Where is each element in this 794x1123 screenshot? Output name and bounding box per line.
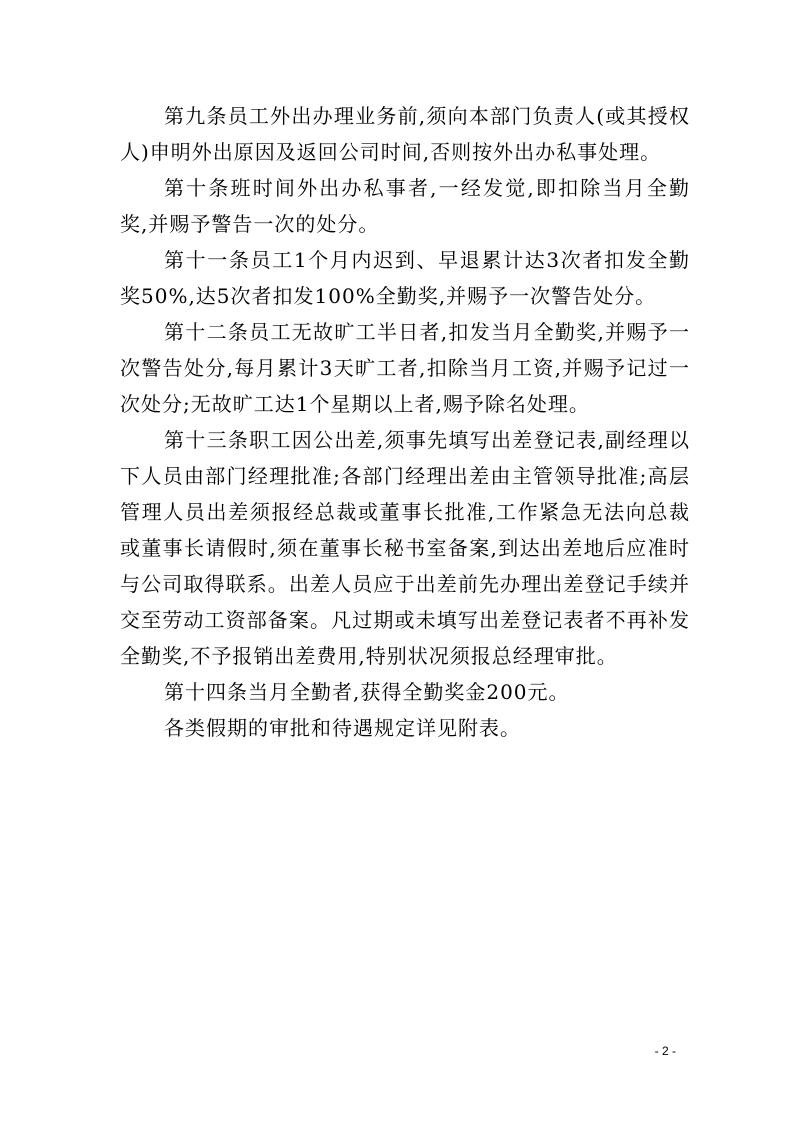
paragraph-article-13: 第十三条职工因公出差,须事先填写出差登记表,副经理以下人员由部门经理批准;各部门经理出差由主管领导批准;高层管理人员出差须报经总裁或董事长批准,工作紧急无法向总裁或董事长请假时,须在董事长秘书室备案,到达出差地后应准时与公司取得联系。出差人员应于出差前先办理出差登记手续并交至劳动工资部备案。凡过期或未填写出差登记表者不再补发全勤奖,不予报销出差费用,特别状况须报总经理审批。 xyxy=(120,428,690,668)
paragraph-article-14: 第十四条当月全勤者,获得全勤奖金200元。 xyxy=(164,680,570,704)
paragraph-leave-note: 各类假期的审批和待遇规定详见附表。 xyxy=(164,716,521,740)
paragraph-article-9: 第九条员工外出办理业务前,须向本部门负责人(或其授权人)申明外出原因及返回公司时间,否则按外出办私事处理。 xyxy=(120,104,690,164)
document-body xyxy=(120,98,690,746)
page-number: - 2 - xyxy=(654,1044,676,1058)
paragraph-article-12: 第十二条员工无故旷工半日者,扣发当月全勤奖,并赐予一次警告处分,每月累计3天旷工者,扣除当月工资,并赐予记过一次处分;无故旷工达1个星期以上者,赐予除名处理。 xyxy=(120,320,690,416)
paragraph-article-10: 第十条班时间外出办私事者,一经发觉,即扣除当月全勤奖,并赐予警告一次的处分。 xyxy=(120,176,690,236)
paragraph-article-11: 第十一条员工1个月内迟到、早退累计达3次者扣发全勤奖50%,达5次者扣发100%全勤奖,并赐予一次警告处分。 xyxy=(120,248,690,308)
